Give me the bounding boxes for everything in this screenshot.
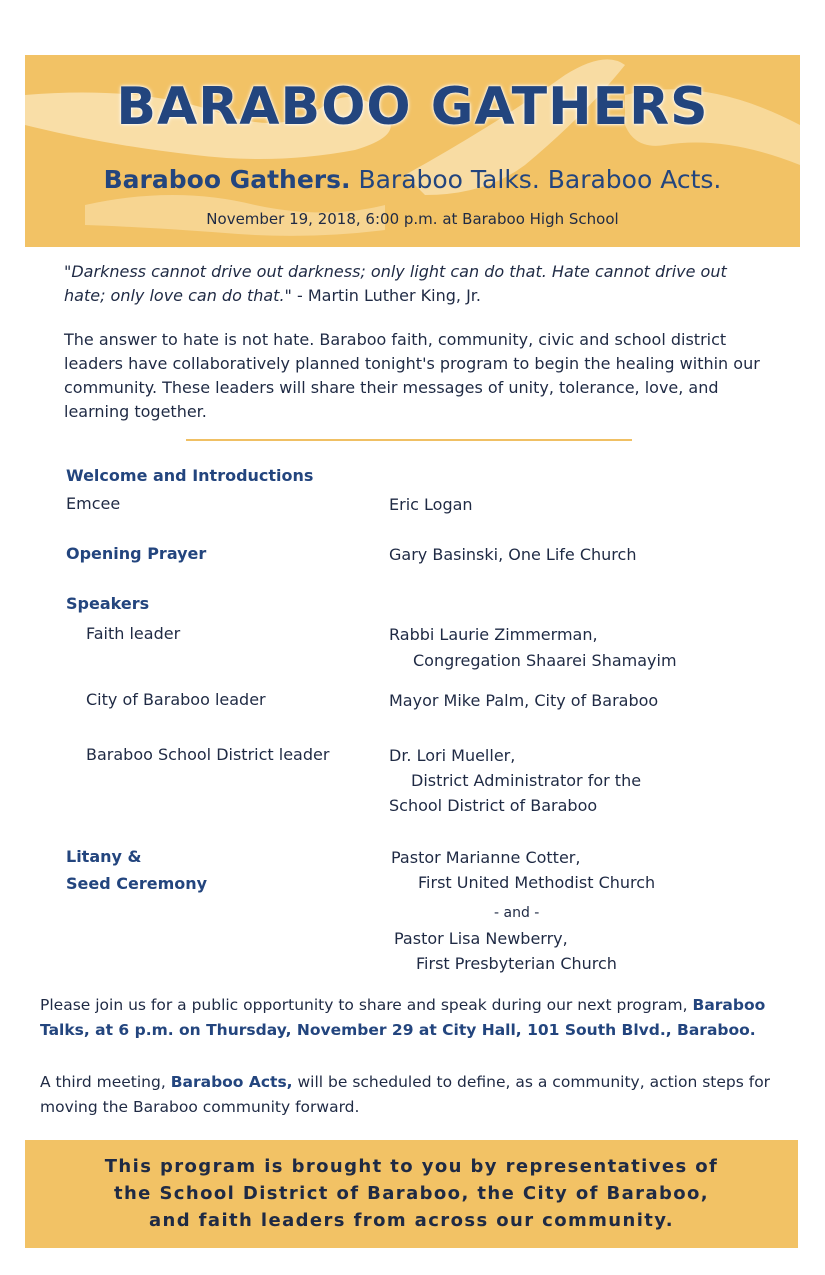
header-banner — [25, 55, 800, 247]
quote-text: "Darkness cannot drive out darkness; only light can do that. Hate cannot drive out hate; only love can do that." — [64, 262, 727, 305]
footer-banner — [25, 1140, 798, 1248]
school-leader-label: Baraboo School District leader — [86, 745, 330, 764]
join-bold: Baraboo Talks, at 6 p.m. on Thursday, November 29 at City Hall, 101 South Blvd., Baraboo. — [40, 996, 766, 1039]
prayer-heading: Opening Prayer — [66, 544, 207, 563]
emcee-label: Emcee — [66, 494, 121, 513]
litany-and: - and - — [494, 905, 540, 921]
footer-line-2: the School District of Baraboo, the City of Baraboo, — [113, 1183, 710, 1204]
intro-paragraph: The answer to hate is not hate. Baraboo faith, community, civic and school district leaders have collaboratively planned tonight's program to begin the healing within our community. These leaders will share their messages of unity, tolerance, love, and learning together. — [64, 330, 760, 421]
quote-attribution: - Martin Luther King, Jr. — [291, 286, 481, 305]
footer-text — [25, 1153, 798, 1234]
faith-leader-org: Congregation Shaarei Shamayim — [413, 651, 677, 670]
litany-name-2: Pastor Lisa Newberry, — [394, 929, 568, 948]
school-leader-name: Dr. Lori Mueller, — [389, 746, 516, 765]
litany-heading-1: Litany & — [66, 847, 142, 866]
join-text: Please join us for a public opportunity to share and speak during our next program, — [40, 996, 693, 1014]
litany-org-2: First Presbyterian Church — [416, 954, 617, 973]
join-paragraph — [40, 993, 800, 1043]
page-title: BARABOO GATHERS — [116, 77, 709, 137]
litany-name-1: Pastor Marianne Cotter, — [391, 848, 581, 867]
faith-leader-name: Rabbi Laurie Zimmerman, — [389, 625, 598, 644]
litany-heading-2: Seed Ceremony — [66, 874, 208, 893]
school-leader-title: District Administrator for the — [411, 771, 642, 790]
footer-line-1: This program is brought to you by representatives of — [104, 1156, 719, 1177]
school-leader-org: School District of Baraboo — [389, 796, 598, 815]
prayer-name: Gary Basinski, One Life Church — [389, 545, 637, 564]
third-meeting-paragraph — [40, 1070, 800, 1120]
footer-line-3: and faith leaders from across our community. — [148, 1210, 675, 1231]
mlk-quote — [64, 260, 764, 308]
speakers-heading: Speakers — [66, 594, 150, 613]
welcome-heading: Welcome and Introductions — [66, 466, 314, 485]
tagline-rest: Baraboo Talks. Baraboo Acts. — [350, 165, 722, 194]
faith-leader-label: Faith leader — [86, 624, 181, 643]
third-text-2: will be scheduled to define, as a community, action steps for moving the Baraboo community forward. — [40, 1073, 771, 1116]
divider-line — [186, 439, 632, 441]
tagline-bold: Baraboo Gathers. — [103, 165, 351, 194]
third-bold: Baraboo Acts, — [170, 1073, 293, 1091]
litany-org-1: First United Methodist Church — [418, 873, 656, 892]
tagline — [25, 165, 800, 194]
third-text-1: A third meeting, — [40, 1073, 171, 1091]
event-dateline: November 19, 2018, 6:00 p.m. at Baraboo High School — [206, 210, 619, 228]
city-leader-label: City of Baraboo leader — [86, 690, 266, 709]
emcee-name: Eric Logan — [389, 495, 473, 514]
city-leader-name: Mayor Mike Palm, City of Baraboo — [389, 691, 659, 710]
